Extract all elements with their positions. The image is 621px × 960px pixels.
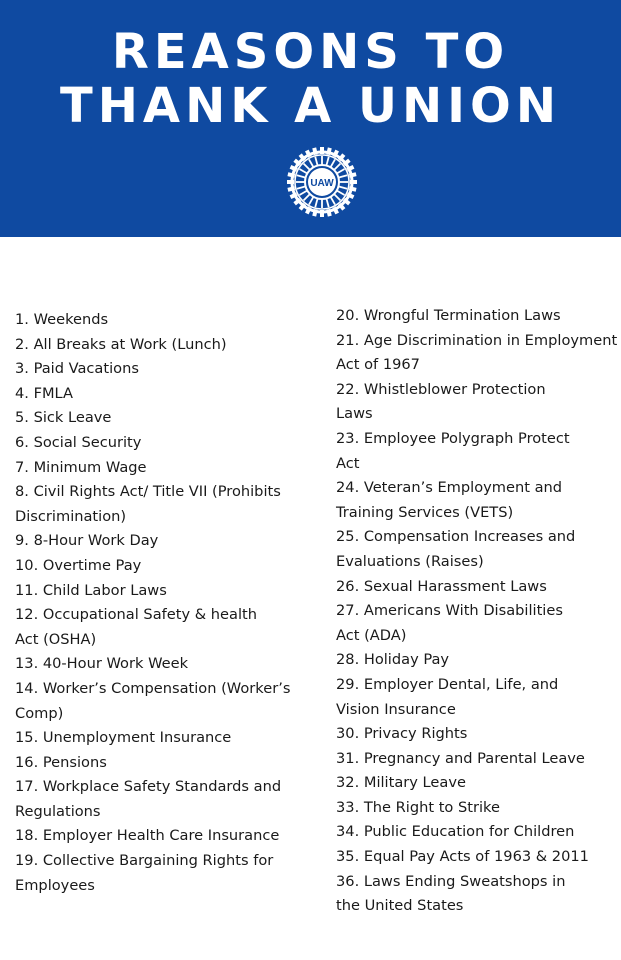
reason-line: 11. Child Labor Laws [15,581,167,599]
reason-line: 34. Public Education for Children [336,823,575,841]
reason-item [15,308,315,333]
reason-line: 27. Americans With Disabilities [336,602,563,620]
reason-line: 12. Occupational Safety & health [15,606,257,624]
reason-item [15,579,315,604]
reason-item [15,603,315,652]
reason-line: Discrimination) [15,507,127,525]
reason-item [15,456,315,481]
reason-item [15,382,315,407]
reason-line: 2. All Breaks at Work (Lunch) [15,335,227,353]
reason-line: Training Services (VETS) [336,503,514,521]
reason-line: Employees [15,876,95,894]
reason-item [15,726,315,751]
reason-line: 33. The Right to Strike [336,798,500,816]
reason-item [15,824,315,849]
title-line-2: THANK A UNION [60,78,561,134]
reason-line: Act (ADA) [336,626,407,644]
reason-item [15,751,315,776]
reason-item [336,771,618,796]
reason-item [15,529,315,554]
reason-line: 3. Paid Vacations [15,360,139,378]
reason-line: 18. Employer Health Care Insurance [15,827,280,845]
reason-line: 28. Holiday Pay [336,651,450,669]
uaw-logo [285,145,359,219]
reason-line: 20. Wrongful Termination Laws [336,307,561,324]
reason-line: 36. Laws Ending Sweatshops in [336,872,566,890]
reason-line: 22. Whistleblower Protection [336,380,546,398]
reasons-right-column [336,304,618,919]
header-banner [0,0,621,237]
reason-line: 32. Military Leave [336,774,466,792]
reason-line: 14. Worker’s Compensation (Worker’s [15,679,291,697]
reason-line: 7. Minimum Wage [15,458,147,476]
reason-line: Act of 1967 [336,356,420,374]
reason-line: Comp) [15,704,64,722]
reason-line: 17. Workplace Safety Standards and [15,778,282,796]
reason-line: 25. Compensation Increases and [336,528,576,546]
reason-line: 16. Pensions [15,753,107,771]
reason-line: 5. Sick Leave [15,409,112,427]
reason-line: 30. Privacy Rights [336,725,468,743]
reason-item [336,648,618,673]
reason-item [15,849,315,898]
reason-item [336,575,618,600]
reason-item [336,870,618,919]
reason-item [336,599,618,648]
reason-line: 4. FMLA [15,384,73,402]
reason-line: 35. Equal Pay Acts of 1963 & 2011 [336,848,589,866]
reason-item [15,333,315,358]
reason-item [336,673,618,722]
reason-line: 23. Employee Polygraph Protect [336,429,570,447]
title-line-1: REASONS TO [111,24,510,80]
reason-line: Vision Insurance [336,700,456,718]
reason-item [336,722,618,747]
reason-line: Laws [336,405,373,423]
reason-line: Evaluations (Raises) [336,552,484,570]
reason-item [336,845,618,870]
reason-line: 13. 40-Hour Work Week [15,655,189,673]
reason-line: the United States [336,897,464,915]
reason-line: 6. Social Security [15,433,142,451]
reason-item [336,378,618,427]
logo-text: UAW [310,178,334,189]
reason-line: 24. Veteran’s Employment and [336,479,563,497]
reason-line: Act [336,454,360,472]
reason-line: 10. Overtime Pay [15,556,142,574]
reason-item [15,480,315,529]
reason-item [336,329,618,378]
reason-item [15,357,315,382]
reasons-left-column [15,308,315,898]
reason-line: 15. Unemployment Insurance [15,729,232,747]
reason-item [15,677,315,726]
reason-item [336,747,618,772]
reason-item [15,775,315,824]
reason-item [336,427,618,476]
reason-item [336,796,618,821]
reason-item [15,652,315,677]
reason-line: 19. Collective Bargaining Rights for [15,852,274,870]
reason-line: Regulations [15,802,101,820]
reason-item [15,406,315,431]
reason-item [336,820,618,845]
reason-item [336,476,618,525]
reason-item [15,431,315,456]
reason-line: 31. Pregnancy and Parental Leave [336,749,585,767]
reason-line: 8. Civil Rights Act/ Title VII (Prohibits [15,483,281,501]
reason-item [336,304,618,329]
reason-line: 1. Weekends [15,311,109,328]
reason-line: Act (OSHA) [15,630,97,648]
reason-line: 29. Employer Dental, Life, and [336,675,559,693]
reason-line: 9. 8-Hour Work Day [15,532,159,550]
reason-item [336,525,618,574]
reason-line: 26. Sexual Harassment Laws [336,577,547,595]
reason-item [15,554,315,579]
reason-line: 21. Age Discrimination in Employment [336,331,618,349]
